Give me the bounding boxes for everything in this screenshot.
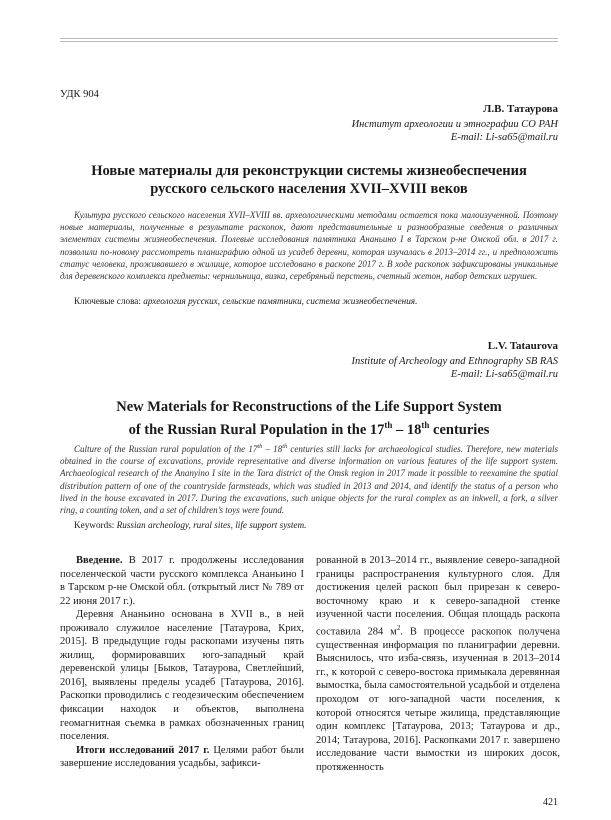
en-author: L.V. Tataurova	[487, 340, 558, 352]
intro-heading: Введение.	[76, 555, 123, 566]
ru-keywords	[74, 296, 417, 306]
en-keywords-value: Russian archeology, rural sites, life support system.	[116, 520, 307, 530]
header-rule-bottom	[60, 41, 558, 42]
ru-abstract: Культура русского сельского населения XVII–XVIII вв. археологическими методами остается пока малоизученной. Поэтому новые материалы, полученные в результате раскопок, дают представительные и разнообразные сведения о различных элементах системы жизнеобеспечения. Полевые исследования памятника Ананьино I в Тарском р-не Омской обл. в 2017 г. позволили по-новому рассмотреть планиграфию одной из усадеб деревни, которая изучалась в 2013–2014 гг., и предположить статус человека, проживавшего в жилище, которое исследовано в раскопе 2017 г. В ходе раскопок зафиксированы уникальные для деревенского комплекса предметы: чернильница, визка, серебряный перстень, счетный жетон, набор детских игрушек.	[60, 210, 558, 282]
ru-title	[60, 162, 558, 198]
ru-affiliation: Институт археологии и этнографии СО РАН	[351, 119, 558, 130]
page-number: 421	[543, 797, 558, 808]
results-paragraph: Итоги исследований 2017 г. Целями работ были завершение исследования усадьбы, зафикси-	[60, 744, 304, 770]
ru-keywords-label: Ключевые слова:	[74, 296, 141, 306]
intro-paragraph: Введение. В 2017 г. продолжены исследования поселенческой части русского комплекса Ананьино I в Тарском р-не Омской обл. (открытый лист № 789 от 22 июня 2017 г.).	[60, 555, 304, 607]
header-rule-top	[60, 38, 558, 39]
village-paragraph: Деревня Ананьино основана в XVII в., в ней проживало служилое население [Татаурова, Крих, 2015]. В предыдущие годы раскопами изучены пять жилищ, формировавших юго-западный край деревенской улицы [Быков, Татаурова, Светлейший, 2016], выявлены пределы усадеб [Татаурова, 2016]. Раскопки проводились с геодезическим обеспечением фиксации находок и объектов, выполнена геомагнитная съемка в рамках обозначенных границ поселения.	[60, 609, 304, 743]
en-affiliation: Institute of Archeology and Ethnography SB RAS	[351, 356, 558, 367]
en-keywords-label: Keywords:	[74, 520, 115, 530]
ru-title-line2: русского сельского населения XVII–XVIII веков	[150, 181, 468, 197]
body-right-column	[316, 554, 560, 774]
ru-title-line1: Новые материалы для реконструкции системы жизнеобеспечения	[91, 163, 527, 179]
en-title-line1: New Materials for Reconstructions of the Life Support System	[116, 399, 502, 415]
continuation-paragraph: рованной в 2013–2014 гг., выявление северо-западной границы распространения культурного слоя. Для достижения целей раскоп был прирезан к северо-восточному краю и к северо-западной стенке изученной части поселения. Общая площадь раскопа составила 284 $м^2$. В процессе раскопок получена существенная информация по планиграфии деревни. Выяснилось, что изба-связь, изученная в 2013–2014 гг., к которой с северо-востока примыкала деревянная вымостка, была самостоятельной усадьбой и отделена проходом от юго-западной части поселения, к которой относятся четыре жилища, представляющие один комплекс [Татаурова, 2013; Татаурова и др., 2014; Татаурова, 2016]. Раскопками 2017 г. завершено исследование части вымостки из широких досок, протяженность	[316, 555, 560, 773]
en-author-block	[352, 340, 558, 381]
ru-author-block	[352, 103, 558, 144]
ru-keywords-value: археология русских, сельские памятники, система жизнеобеспечения.	[143, 296, 418, 306]
en-keywords	[74, 520, 306, 530]
ru-author: Л.В. Татаурова	[483, 103, 558, 115]
en-title-line2: of the Russian Rural Population in the 17th – 18th centuries	[128, 420, 490, 438]
ru-email: E-mail: Li-sa65@mail.ru	[450, 132, 558, 143]
en-email: E-mail: Li-sa65@mail.ru	[450, 369, 558, 380]
body-left-column	[60, 554, 304, 771]
udk-code: УДК 904	[60, 89, 99, 100]
results-heading: Итоги исследований 2017 г.	[76, 744, 210, 756]
en-title	[60, 398, 558, 439]
en-abstract: Culture of the Russian rural population of the 17th – 18th centuries still lacks for archaeological studies. Therefore, new materials obtained in the course of excavations, provide representative and diverse information on various features of the life support system. Archaeological research of the Ananyino I site in the Tara district of the Omsk region in 2017 made it possible to reexamine the spatial distribution pattern of one of the countryside farmsteads, which was studied in 2013 and 2014, and identify the status of a person who lived in the house excavated in 2017. During the excavations, such unique objects for the rural complex as an inkwell, a fork, a silver ring, a counting token, and a set of children’s toys were found.	[60, 443, 559, 516]
